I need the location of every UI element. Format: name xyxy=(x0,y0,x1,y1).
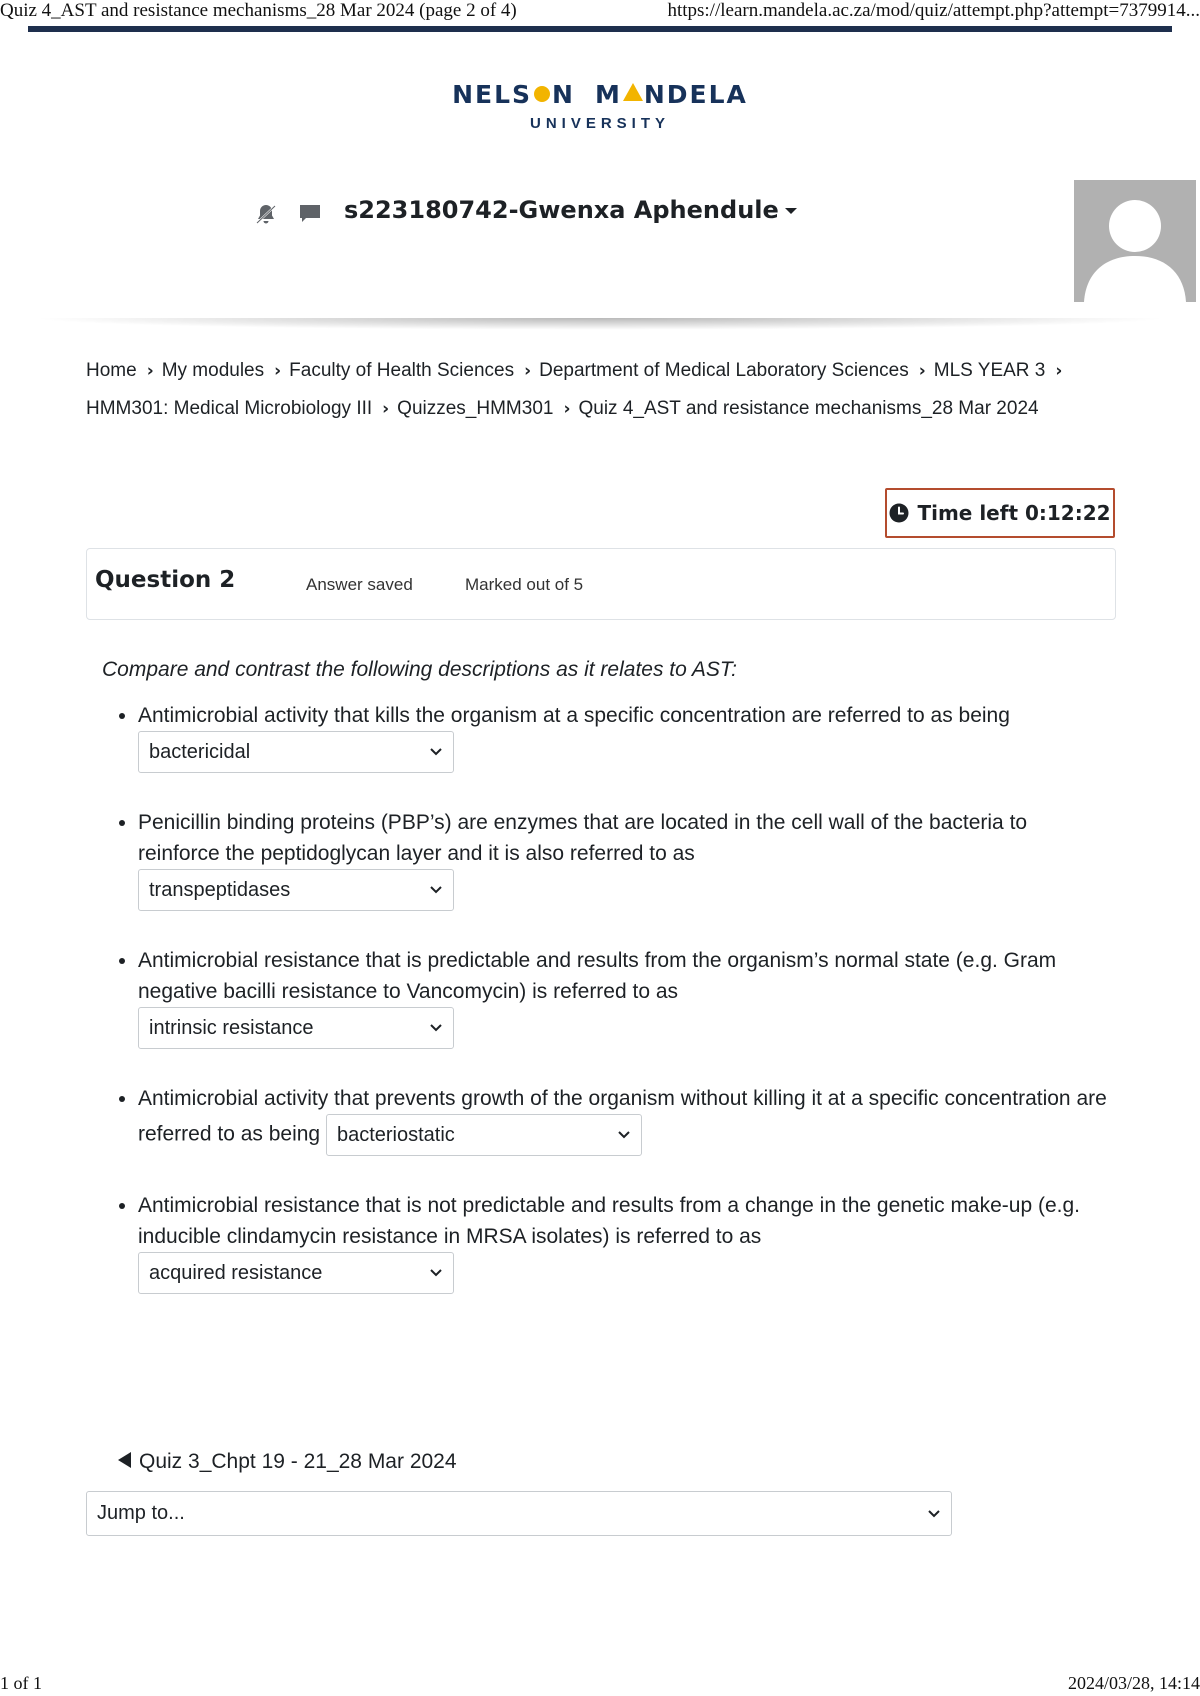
print-datetime: 2024/03/28, 14:14 xyxy=(1067,1673,1200,1693)
question-intro: Compare and contrast the following descriptions as it relates to AST: xyxy=(102,658,737,681)
chevron-right-icon: › xyxy=(146,361,154,381)
print-page-number: 1 of 1 xyxy=(0,1673,42,1693)
triangle-left-icon xyxy=(118,1452,131,1468)
answer-select-3[interactable]: intrinsic resistance xyxy=(138,1007,454,1049)
answer-select-4[interactable]: bacteriostatic xyxy=(326,1114,642,1156)
question-items-list xyxy=(102,700,1112,1294)
question-info-box xyxy=(86,548,1116,620)
breadcrumb-my-modules[interactable]: My modules xyxy=(161,360,265,381)
logo-subtitle: UNIVERSITY xyxy=(529,115,670,132)
answer-select-1[interactable]: bactericidal xyxy=(138,731,454,773)
breadcrumb-quizzes[interactable]: Quizzes_HMM301 xyxy=(397,398,554,419)
breadcrumb-faculty[interactable]: Faculty of Health Sciences xyxy=(289,360,515,381)
chevron-down-icon xyxy=(429,1023,443,1033)
notifications-bell-icon[interactable] xyxy=(254,202,278,226)
answer-select-5[interactable]: acquired resistance xyxy=(138,1252,454,1294)
jump-to-select[interactable]: Jump to... xyxy=(86,1491,952,1536)
logo-circle-icon xyxy=(534,86,550,102)
previous-activity-link[interactable]: Quiz 3_Chpt 19 - 21_28 Mar 2024 xyxy=(118,1450,457,1474)
breadcrumb-quiz[interactable]: Quiz 4_AST and resistance mechanisms_28 Mar 2024 xyxy=(578,398,1039,419)
print-page-title: Quiz 4_AST and resistance mechanisms_28 Mar 2024 (page 2 of 4) xyxy=(0,0,517,21)
clock-icon xyxy=(889,503,909,523)
list-item: • Antimicrobial activity that prevents growth of the organism without killing it at a specific concentration are referred to as being bacteriostatic xyxy=(138,1083,1112,1156)
answer-select-2[interactable]: transpeptidases xyxy=(138,869,454,911)
print-footer xyxy=(0,1672,1200,1696)
chevron-down-icon xyxy=(617,1130,631,1140)
university-logo[interactable] xyxy=(0,80,1200,132)
question-grade: Marked out of 5 xyxy=(465,575,584,594)
chevron-down-icon xyxy=(429,747,443,757)
list-item: • Antimicrobial resistance that is predictable and results from the organism’s normal state (e.g. Gram negative bacilli resistance to Vancomycin) is referred to as intrinsic resistance xyxy=(138,945,1112,1049)
question-text xyxy=(102,658,1112,1328)
list-item: • Antimicrobial resistance that is not predictable and results from a change in the genetic make-up (e.g. inducible clindamycin resistance in MRSA isolates) is referred to as acquired resistance xyxy=(138,1190,1112,1294)
chevron-right-icon: › xyxy=(274,361,282,381)
messages-chat-icon[interactable] xyxy=(298,202,322,226)
navbar-strip xyxy=(28,26,1172,32)
chevron-down-icon xyxy=(429,885,443,895)
chevron-right-icon: › xyxy=(382,399,390,419)
breadcrumb-year[interactable]: MLS YEAR 3 xyxy=(933,360,1046,381)
caret-down-icon xyxy=(785,208,797,214)
chevron-right-icon: › xyxy=(524,361,532,381)
chevron-right-icon: › xyxy=(1055,361,1063,381)
breadcrumb-course[interactable]: HMM301: Medical Microbiology III xyxy=(86,398,373,419)
header-divider xyxy=(30,318,1170,330)
chevron-down-icon xyxy=(927,1509,941,1519)
print-page-url: https://learn.mandela.ac.za/mod/quiz/attempt.php?attempt=7379914... xyxy=(667,0,1200,21)
logo-triangle-icon xyxy=(623,83,643,101)
timer-label: Time left 0:12:22 xyxy=(917,501,1111,525)
list-item: • Antimicrobial activity that kills the organism at a specific concentration are referred to as being bactericidal xyxy=(138,700,1112,773)
quiz-timer xyxy=(885,488,1115,538)
breadcrumb xyxy=(86,352,1126,428)
breadcrumb-home[interactable]: Home xyxy=(86,360,137,381)
avatar[interactable] xyxy=(1074,180,1196,302)
question-state: Answer saved xyxy=(306,575,413,594)
print-header xyxy=(0,0,1200,24)
chevron-right-icon: › xyxy=(563,399,571,419)
user-name-dropdown[interactable]: s223180742-Gwenxa Aphendule xyxy=(344,196,797,224)
list-item: • Penicillin binding proteins (PBP’s) are enzymes that are located in the cell wall of the bacteria to reinforce the peptidoglycan layer and it is also referred to as transpeptidases xyxy=(138,807,1112,911)
chevron-down-icon xyxy=(429,1268,443,1278)
chevron-right-icon: › xyxy=(918,361,926,381)
question-number: Question 2 xyxy=(95,567,236,593)
logo-wordmark: NELS N M NDELA xyxy=(452,80,748,109)
breadcrumb-department[interactable]: Department of Medical Laboratory Sciences xyxy=(539,360,909,381)
